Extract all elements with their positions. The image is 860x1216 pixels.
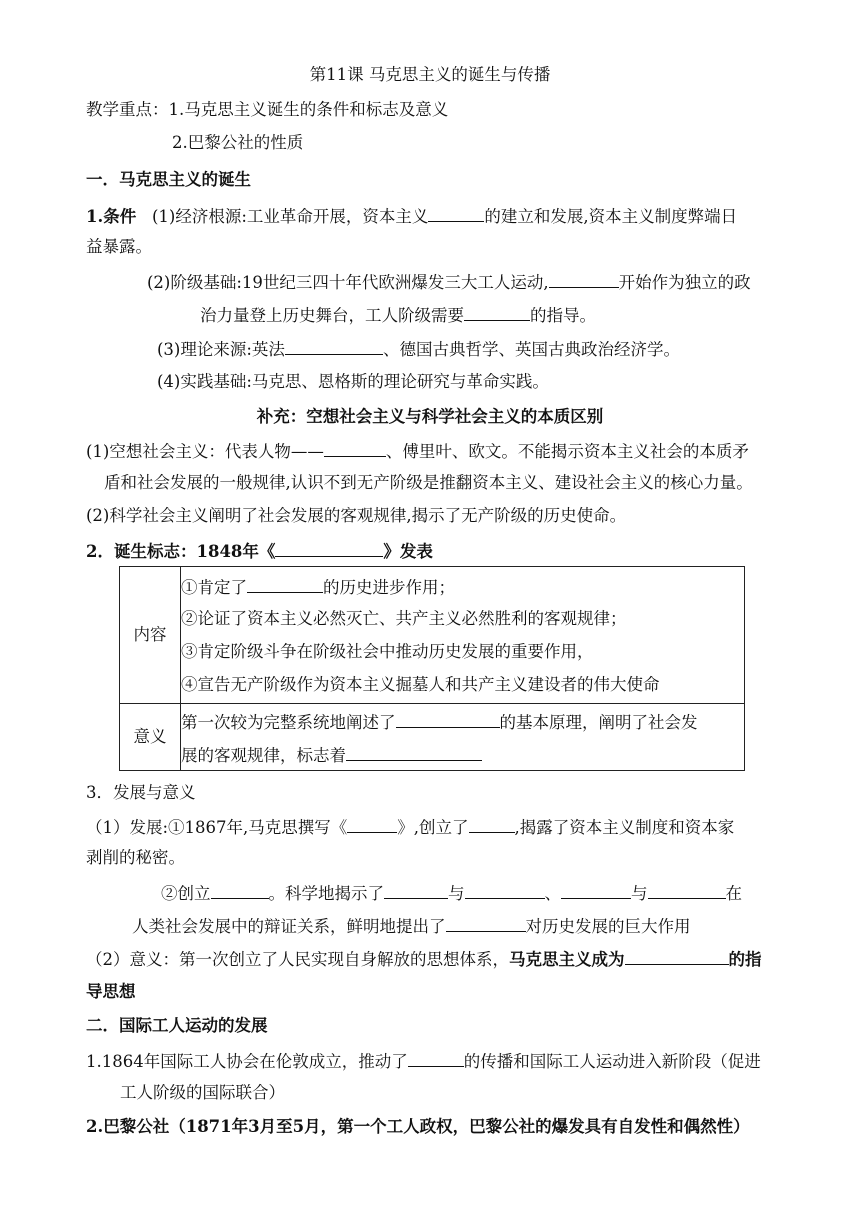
content-item-3: ③肯定阶级斗争在阶级社会中推动历史发展的重要作用，: [181, 641, 594, 661]
section-2-heading: 二．国际工人运动的发展: [86, 1016, 268, 1035]
utopian-text-a: (1)空想社会主义：代表人物——: [86, 442, 324, 461]
condition-2-text-d: 的指导。: [530, 306, 596, 325]
blank: [384, 881, 448, 899]
condition-2-text-c: 治力量登上历史舞台，工人阶级需要: [200, 306, 464, 325]
blank: [347, 815, 397, 833]
development-heading: 3．发展与意义: [86, 783, 196, 802]
condition-3-text-a: (3)理论来源:英法: [157, 340, 285, 359]
scientific-line: (2)科学社会主义阐明了社会发展的客观规律,揭示了无产阶级的历史使命。: [86, 506, 627, 525]
focus-line-1: [86, 99, 448, 121]
meaning-text-c: 展的客观规律，标志着: [181, 745, 346, 765]
blank: [247, 575, 323, 593]
development-text-i: 在: [725, 884, 742, 903]
blank: [275, 539, 383, 557]
table-row-meaning: [120, 704, 745, 771]
condition-2-cont: [200, 303, 596, 327]
significance-cont: 导思想: [86, 982, 136, 1001]
birth-mark-line: [86, 539, 433, 563]
blank: [211, 881, 269, 899]
blank: [648, 881, 726, 899]
content-item-1: [181, 575, 744, 608]
development-text-a: （1）发展:①1867年,马克思撰写《: [86, 818, 348, 837]
birth-mark-text-b: 》发表: [383, 542, 433, 561]
blank: [464, 303, 530, 321]
development-text-c: ,揭露了资本主义制度和资本家: [514, 818, 735, 837]
utopian-text-b: 、傅里叶、欧文。不能揭示资本主义社会的本质矛: [385, 442, 749, 461]
focus-item-1: 1.马克思主义诞生的条件和标志及意义: [168, 100, 449, 119]
blank: [396, 710, 500, 728]
section-1-heading: 一．马克思主义的诞生: [86, 170, 251, 189]
blank: [408, 1049, 464, 1067]
significance-line: [86, 947, 762, 971]
iwa-line: [86, 1049, 761, 1073]
supplement-title: 补充：空想社会主义与科学社会主义的本质区别: [256, 407, 604, 426]
development-text-e: 。科学地揭示了: [268, 884, 384, 903]
iwa-text-a: 1.1864年国际工人协会在伦敦成立，推动了: [86, 1052, 408, 1071]
development-text-d: ②创立: [161, 884, 211, 903]
utopian-cont: 盾和社会发展的一般规律,认识不到无产阶级是推翻资本主义、建设社会主义的核心力量。: [104, 473, 753, 492]
blank: [285, 337, 383, 355]
blank: [428, 204, 484, 222]
condition-label: 1.条件: [86, 207, 137, 226]
content-item-1-text-b: 的历史进步作用；: [323, 577, 455, 597]
focus-label: 教学重点：: [86, 100, 169, 119]
significance-text-b: 马克思主义成为: [509, 950, 625, 969]
development-text-g: 、: [544, 884, 561, 903]
paris-commune-line: 2.巴黎公社（1871年3月至5月，第一个工人政权，巴黎公社的爆发具有自发性和偶然性）: [86, 1117, 750, 1136]
development-text-k: 对历史发展的巨大作用: [525, 917, 691, 936]
content-item-4: ④宣告无产阶级作为资本主义掘墓人和共产主义建设者的伟大使命: [181, 674, 660, 694]
blank: [561, 881, 631, 899]
condition-1-line: [86, 204, 737, 228]
iwa-text-b: 的传播和国际工人运动进入新阶段（促进: [463, 1052, 761, 1071]
condition-4-line: (4)实践基础:马克思、恩格斯的理论研究与革命实践。: [157, 372, 549, 391]
meaning-line-1: [181, 710, 744, 743]
blank: [465, 881, 545, 899]
blank: [549, 270, 619, 288]
focus-item-2: 2.巴黎公社的性质: [172, 133, 304, 152]
meaning-text-b: 的基本原理，阐明了社会发: [499, 712, 698, 732]
blank: [469, 815, 515, 833]
condition-2-text-a: (2)阶级基础:19世纪三四十年代欧洲爆发三大工人运动,: [147, 273, 549, 292]
content-cell: [181, 567, 745, 704]
condition-1-text-a: (1)经济根源:工业革命开展，资本主义: [151, 207, 429, 226]
blank: [346, 743, 482, 761]
iwa-cont: 工人阶级的国际联合）: [120, 1083, 285, 1102]
blank: [324, 439, 386, 457]
development-text-h: 与: [631, 884, 648, 903]
manifesto-table: [119, 566, 745, 771]
meaning-text-a: 第一次较为完整系统地阐述了: [181, 712, 396, 732]
condition-2-line: [147, 270, 751, 294]
meaning-cell: [181, 704, 745, 771]
content-item-1-text-a: ①肯定了: [181, 577, 247, 597]
condition-1-cont: 益暴露。: [86, 237, 152, 256]
birth-mark-text-a: 2．诞生标志：1848年《: [86, 542, 276, 561]
condition-3-text-b: 、德国古典哲学、英国古典政治经济学。: [382, 340, 680, 359]
utopian-line: [86, 439, 749, 463]
meaning-line-2: [181, 743, 744, 765]
condition-2-text-b: 开始作为独立的政: [618, 273, 751, 292]
table-row-content: [120, 567, 745, 704]
content-item-2: ②论证了资本主义必然灭亡、共产主义必然胜利的客观规律；: [181, 608, 627, 628]
meaning-label: 意义: [120, 704, 181, 771]
blank: [446, 914, 526, 932]
lesson-title: 第11课 马克思主义的诞生与传播: [309, 65, 551, 84]
content-label: 内容: [120, 567, 181, 704]
development-line-1: [86, 815, 734, 839]
development-text-b: 》,创立了: [397, 818, 469, 837]
blank: [625, 947, 729, 965]
significance-text-a: （2）意义：第一次创立了人民实现自身解放的思想体系，: [86, 950, 509, 969]
significance-text-c: 的指: [728, 950, 762, 969]
condition-1-text-b: 的建立和发展,资本主义制度弊端日: [484, 207, 738, 226]
condition-3-line: [157, 337, 680, 361]
development-line-1-cont: 剥削的秘密。: [86, 848, 185, 867]
development-line-2-cont: [132, 914, 691, 938]
development-text-f: 与: [448, 884, 465, 903]
development-text-j: 人类社会发展中的辩证关系，鲜明地提出了: [132, 917, 446, 936]
development-line-2: [161, 881, 742, 905]
